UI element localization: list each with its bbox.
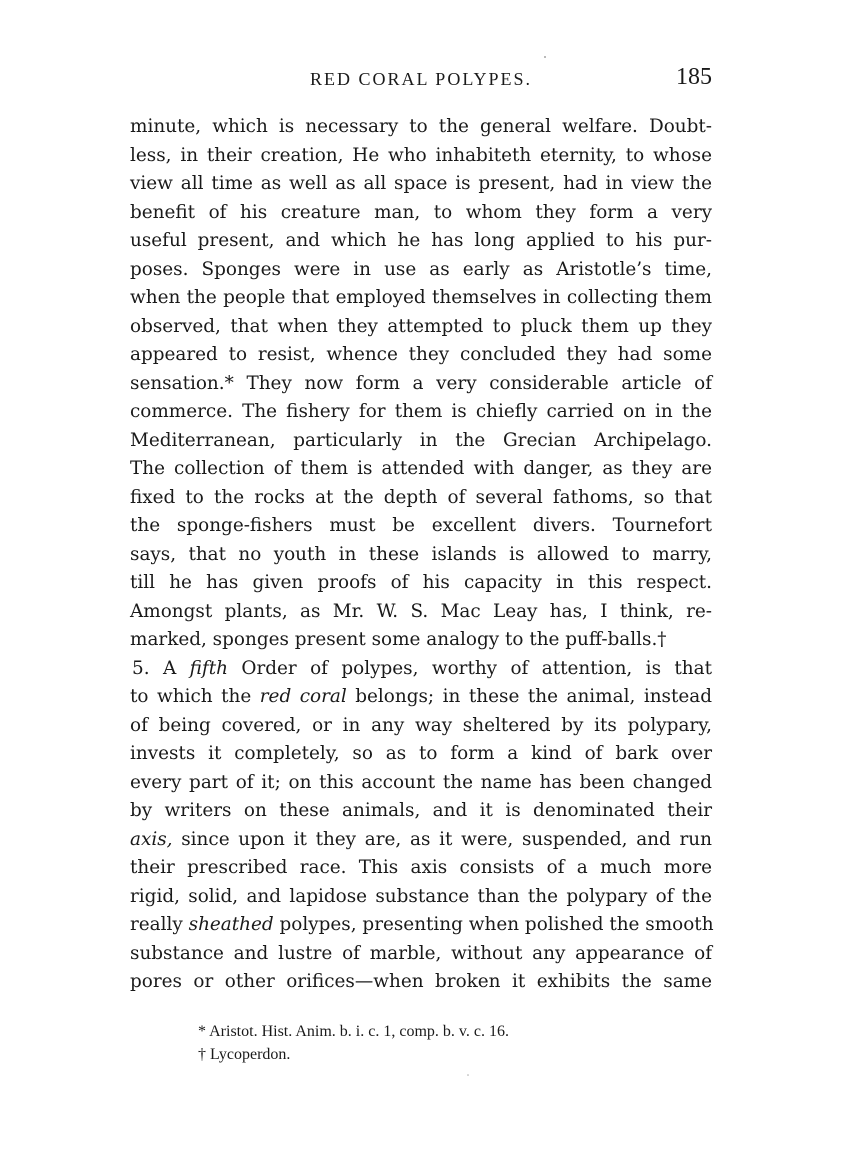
text-line: benefit of his creature man, to whom they form a very (130, 201, 712, 223)
text-line: of being covered, or in any way sheltered by its polypary, (130, 714, 712, 736)
text-line: substance and lustre of marble, without any appearance of (130, 942, 712, 964)
text-line: pores or other orifices—when broken it exhibits the same (130, 971, 712, 992)
text-line: the sponge-fishers must be excellent divers. Tournefort (130, 515, 712, 536)
text-line: sensation.* They now form a very considerable article of (130, 372, 712, 394)
text-span: belongs; in these the animal, instead (346, 686, 713, 707)
text-line: marked, sponges present some analogy to the puff-balls.† (130, 629, 667, 650)
text-line: commerce. The fishery for them is chiefly carried on in the (130, 401, 712, 422)
speck (467, 1074, 469, 1076)
footnote-mark: † (198, 1046, 206, 1063)
footnote-text: Lycoperdon. (210, 1046, 291, 1063)
text-line: till he has given proofs of his capacity in this respect. (130, 572, 712, 593)
running-title: RED CORAL POLYPES. (309, 69, 533, 89)
text-line: The collection of them is attended with danger, as they are (130, 458, 712, 479)
text-line: says, that no youth in these islands is allowed to marry, (130, 543, 712, 565)
text-line: every part of it; on this account the name has been changed (130, 771, 712, 793)
text-line: observed, that when they attempted to pluck them up they (130, 315, 712, 337)
text-line: useful present, and which he has long applied to his pur- (130, 230, 712, 251)
footnote-mark: * (198, 1023, 206, 1040)
text-line: their prescribed race. This axis consists of a much more (130, 857, 712, 878)
page-number: 185 (676, 64, 712, 90)
text-span: polypes, presenting when polished the smooth (273, 914, 714, 935)
footnote-text: Aristot. Hist. Anim. b. i. c. 1, comp. b. v. c. 16. (209, 1023, 509, 1040)
text-line: invests it completely, so as to form a kind of bark over (130, 743, 712, 764)
italic-span: sheathed (188, 914, 274, 935)
italic-span: red coral (259, 686, 347, 707)
text-line: by writers on these animals, and it is denominated their (130, 800, 712, 821)
text-span: 5. A (132, 657, 190, 679)
text-line: view all time as well as all space is present, had in view the (130, 173, 712, 194)
text-line: when the people that employed themselves in collecting them (130, 287, 712, 308)
text-line: less, in their creation, He who inhabiteth eternity, to whose (130, 144, 712, 166)
text-line: Amongst plants, as Mr. W. S. Mac Leay has, I think, re- (130, 600, 712, 622)
text-span: to which the (130, 686, 260, 707)
speck (544, 56, 546, 58)
text-span: really (130, 914, 189, 935)
italic-span: axis, (130, 828, 173, 850)
text-line: minute, which is necessary to the general welfare. Doubt- (130, 116, 712, 137)
text-line: rigid, solid, and lapidose substance than the polypary of the (130, 885, 712, 907)
text-line: fixed to the rocks at the depth of several fathoms, so that (130, 486, 712, 508)
text-line: Mediterranean, particularly in the Grecian Archipelago. (130, 429, 712, 451)
text-line: poses. Sponges were in use as early as Aristotle’s time, (130, 258, 712, 280)
text-line: appeared to resist, whence they concluded they had some (130, 344, 712, 365)
text-span: since upon it they are, as it were, suspended, and run (172, 828, 712, 850)
text-span: Order of polypes, worthy of attention, is that (227, 657, 712, 679)
italic-span: fifth (189, 657, 228, 679)
